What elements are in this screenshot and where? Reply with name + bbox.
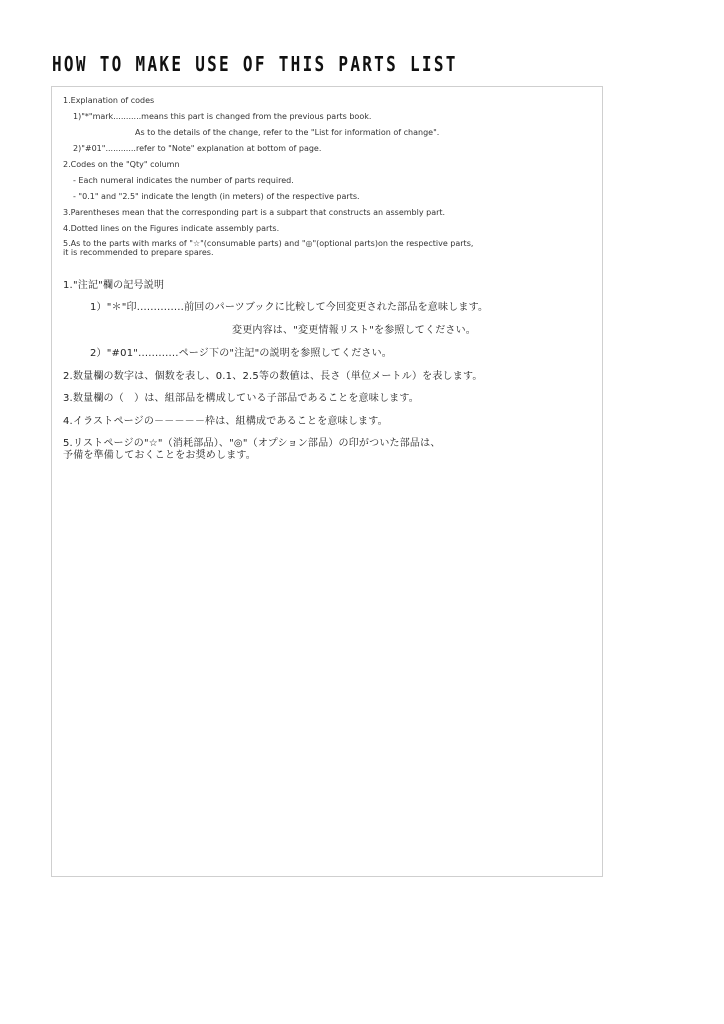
jp-parentheses: 3.数量欄の（ ）は、組部品を構成している子部品であることを意味します。: [63, 393, 419, 404]
qty-numeral: - Each numeral indicates the number of parts required.: [73, 176, 294, 185]
parentheses-note: 3.Parentheses mean that the corresponding part is a subpart that constructs an assembly part.: [63, 208, 446, 217]
page-title: HOW TO MAKE USE OF THIS PARTS LIST: [52, 52, 458, 76]
jp-spares-cont: 予備を準備しておくことをお奨めします。: [63, 450, 256, 461]
explanation-change-details: As to the details of the change, refer to the "List for information of change".: [135, 128, 440, 137]
explanation-heading: 1.Explanation of codes: [63, 96, 155, 105]
jp-note: 2）"#01"............ページ下の"注記"の説明を参照してください。: [90, 348, 393, 359]
jp-spares: 5.リストページの"☆"（消耗部品）、"◎"（オプション部品）の印がついた部品は、: [63, 438, 441, 449]
jp-dotted-lines: 4.イラストページの－－－－－枠は、組構成であることを意味します。: [63, 416, 388, 427]
content-box: [51, 86, 603, 877]
spares-note-cont: it is recommended to prepare spares.: [63, 248, 214, 257]
spares-note: 5.As to the parts with marks of "☆"(consumable parts) and "◎"(optional parts)on the respective parts,: [63, 239, 474, 248]
qty-heading: 2.Codes on the "Qty" column: [63, 160, 180, 169]
qty-length: - "0.1" and "2.5" indicate the length (in meters) of the respective parts.: [73, 192, 360, 201]
jp-change-details: 変更内容は、"変更情報リスト"を参照してください。: [232, 325, 476, 336]
explanation-note: 2)"#01"............refer to "Note" explanation at bottom of page.: [73, 144, 322, 153]
jp-asterisk: 1）"＊"印..............前回のパーツブックに比較して今回変更された部品を意味します。: [90, 302, 489, 313]
jp-heading: 1."注記"欄の記号説明: [63, 280, 165, 291]
jp-qty: 2.数量欄の数字は、個数を表し、0.1、2.5等の数値は、長さ（単位メートル）を表します。: [63, 371, 483, 382]
dotted-lines-note: 4.Dotted lines on the Figures indicate assembly parts.: [63, 224, 280, 233]
explanation-asterisk: 1)"*"mark...........means this part is changed from the previous parts book.: [73, 112, 372, 121]
